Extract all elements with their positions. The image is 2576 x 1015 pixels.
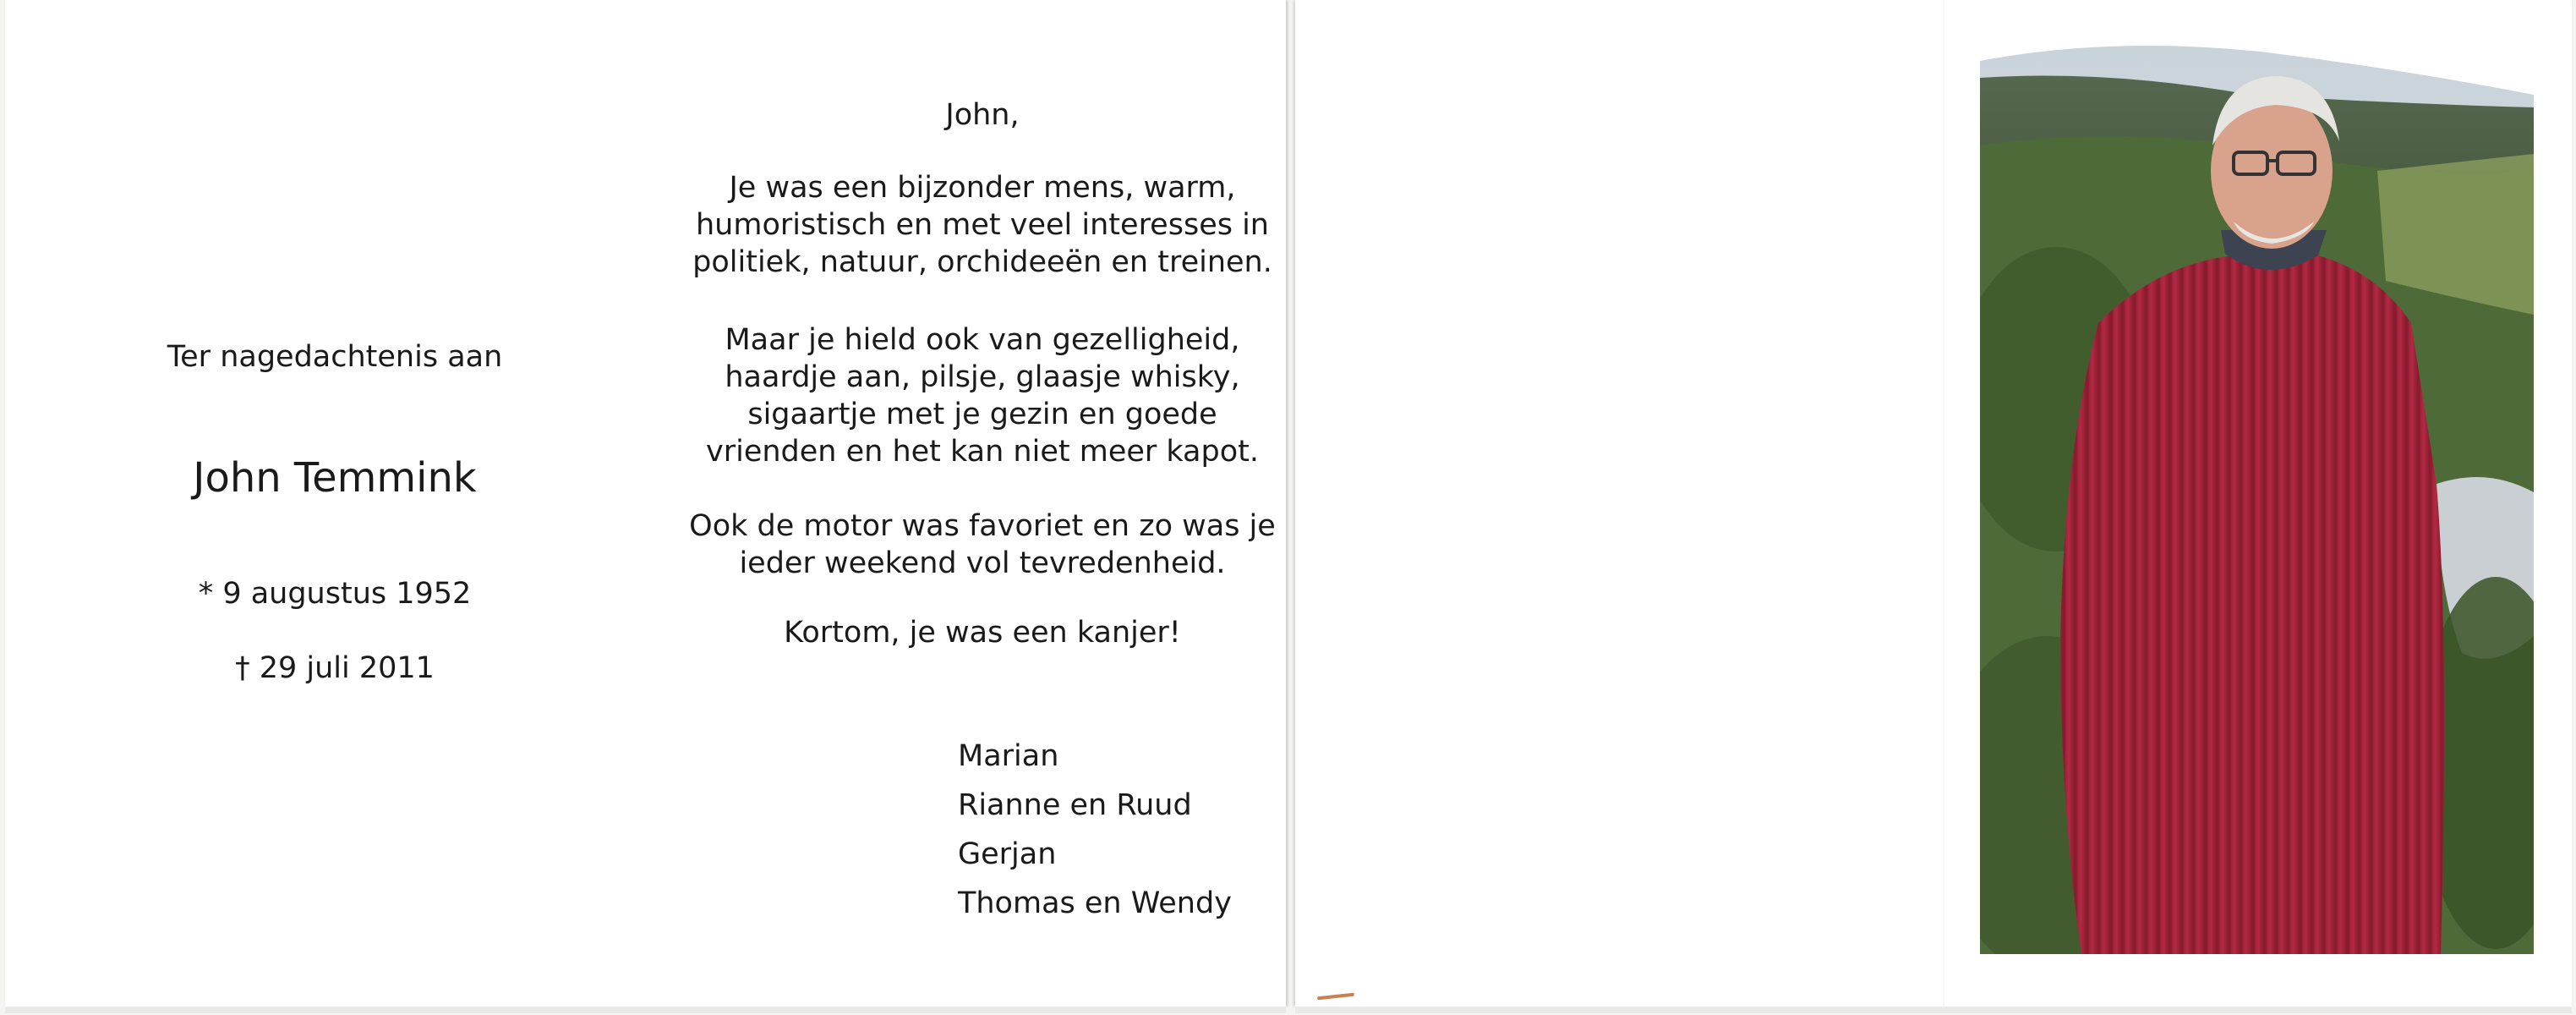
deceased-name: John Temmink (193, 454, 477, 502)
red-sweater (2060, 255, 2444, 954)
signature-name: Rianne en Ruud (958, 788, 1192, 822)
poem-closing: Kortom, je was een kanjer! (784, 616, 1181, 650)
birth-date: * 9 augustus 1952 (198, 577, 472, 611)
card-bottom-edge (1295, 1007, 2572, 1013)
inside-card-panel (5, 0, 1286, 1007)
poem-line: haardje aan, pilsje, glaasje whisky, (725, 360, 1240, 394)
portrait-illustration (1980, 44, 2534, 954)
poem-line: politiek, natuur, orchideeën en treinen. (692, 245, 1272, 279)
signature-name: Gerjan (958, 837, 1057, 871)
panel-fold-line (1943, 0, 1944, 1007)
poem-line: humoristisch en met veel interesses in (696, 208, 1269, 242)
memory-heading: Ter nagedachtenis aan (167, 340, 503, 374)
poem-line: Je was een bijzonder mens, warm, (729, 171, 1236, 205)
signature-name: Thomas en Wendy (958, 886, 1232, 920)
death-date: † 29 juli 2011 (235, 651, 435, 685)
poem-line: Maar je hield ook van gezelligheid, (725, 323, 1240, 357)
poem-stanza (686, 508, 1278, 582)
poem-line: ieder weekend vol tevredenheid. (739, 546, 1226, 580)
poem-greeting: John, (945, 98, 1020, 132)
poem-line: vrienden en het kan niet meer kapot. (706, 435, 1259, 469)
signature-name: Marian (958, 739, 1059, 773)
poem-stanza (686, 169, 1278, 281)
card-bottom-edge (5, 1007, 1286, 1013)
poem-line: sigaartje met je gezin en goede (747, 398, 1217, 431)
poem-stanza (686, 321, 1278, 470)
portrait-photo (1980, 44, 2534, 954)
poem-line: Ook de motor was favoriet en zo was je (689, 509, 1276, 543)
